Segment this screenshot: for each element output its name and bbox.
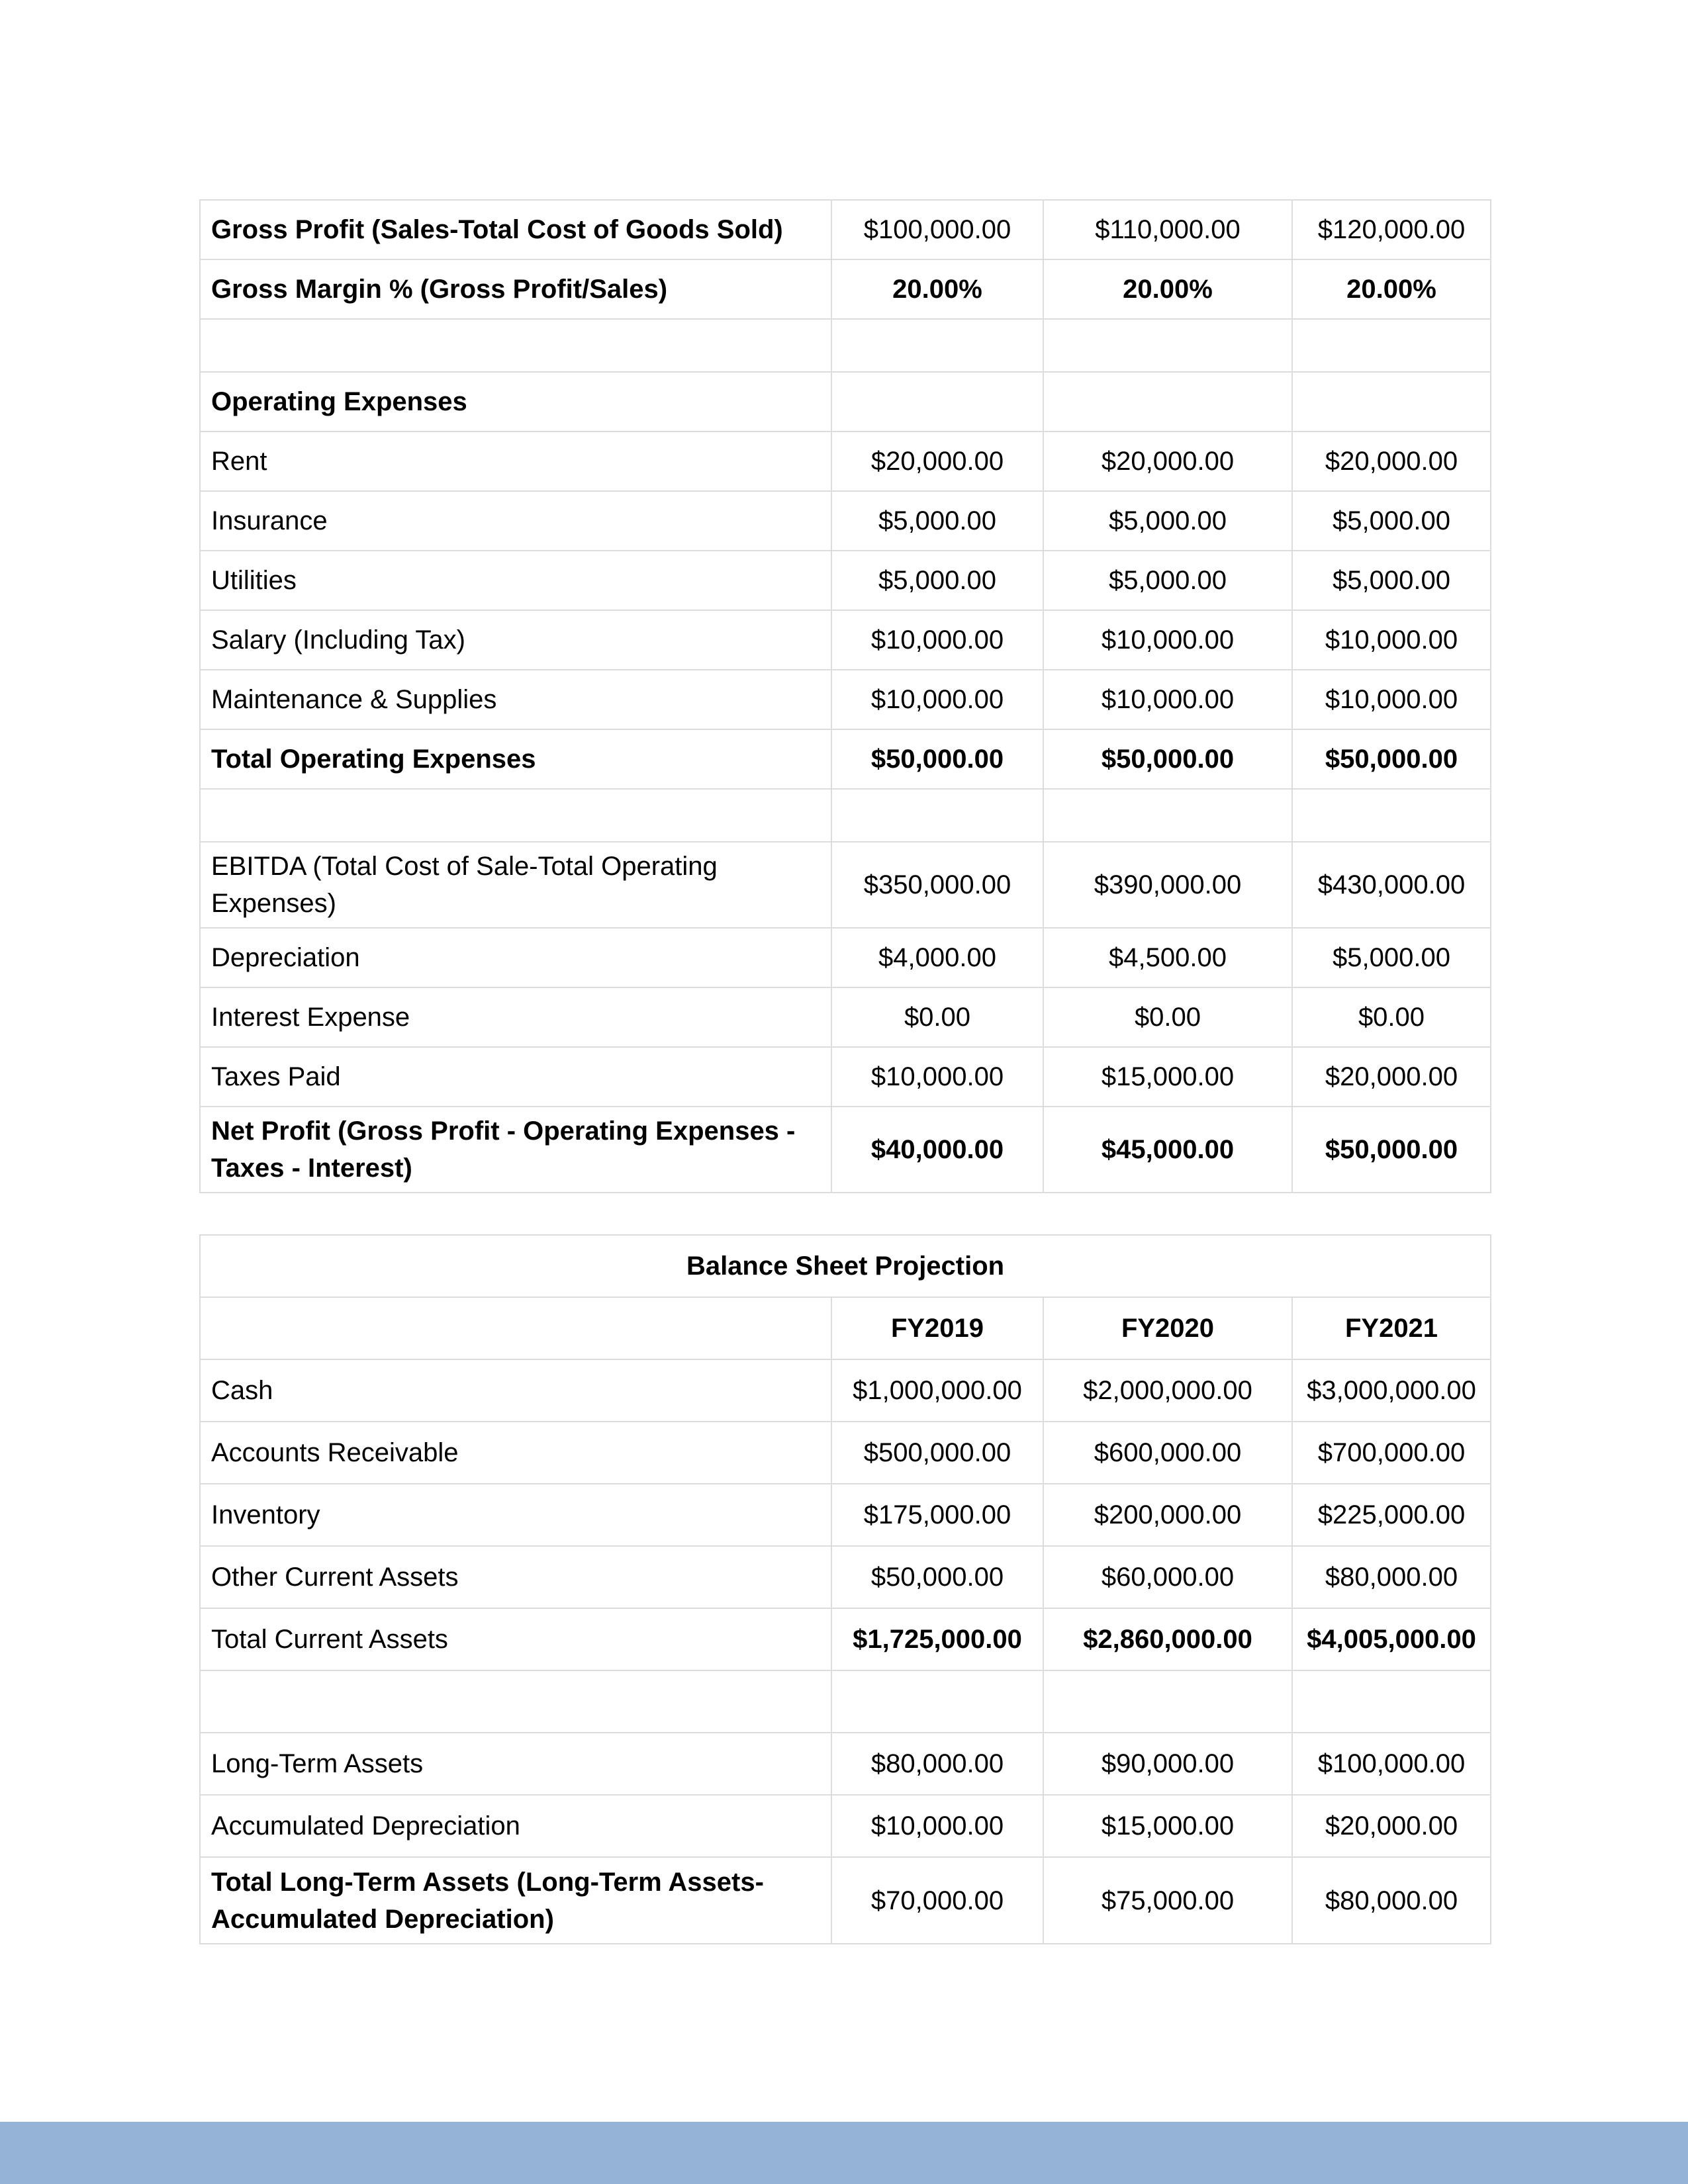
row-label	[200, 1670, 831, 1733]
cell-fy2019: $70,000.00	[831, 1857, 1043, 1944]
cell-fy2021: $50,000.00	[1292, 729, 1491, 789]
row-label: Accounts Receivable	[200, 1422, 831, 1484]
footer-color-band	[0, 2122, 1688, 2184]
cell-fy2020: $2,000,000.00	[1043, 1359, 1292, 1422]
row-label: Total Current Assets	[200, 1608, 831, 1670]
table-row-other-current-assets	[200, 1546, 1491, 1608]
cell-fy2021: $0.00	[1292, 987, 1491, 1047]
table-row-total-operating-expenses	[200, 729, 1491, 789]
cell-fy2020: $110,000.00	[1043, 200, 1292, 259]
cell-fy2020: $10,000.00	[1043, 610, 1292, 670]
column-header-fy2019: FY2019	[831, 1297, 1043, 1359]
cell-fy2020: $390,000.00	[1043, 842, 1292, 928]
cell-fy2021	[1292, 789, 1491, 842]
cell-fy2019: $40,000.00	[831, 1107, 1043, 1193]
cell-fy2020: $600,000.00	[1043, 1422, 1292, 1484]
cell-fy2019: $175,000.00	[831, 1484, 1043, 1546]
table-row-utilities	[200, 551, 1491, 610]
cell-fy2019: $5,000.00	[831, 551, 1043, 610]
row-label: Maintenance & Supplies	[200, 670, 831, 729]
cell-fy2019: $80,000.00	[831, 1733, 1043, 1795]
row-label: EBITDA (Total Cost of Sale-Total Operating Expenses)	[200, 842, 831, 928]
cell-fy2019	[831, 372, 1043, 432]
cell-fy2021: 20.00%	[1292, 259, 1491, 319]
cell-fy2021: $10,000.00	[1292, 610, 1491, 670]
cell-fy2021: $5,000.00	[1292, 928, 1491, 987]
cell-fy2021	[1292, 372, 1491, 432]
cell-fy2021: $20,000.00	[1292, 432, 1491, 491]
cell-fy2019: $20,000.00	[831, 432, 1043, 491]
table-row-taxes-paid	[200, 1047, 1491, 1107]
row-label: Long-Term Assets	[200, 1733, 831, 1795]
cell-fy2021: $50,000.00	[1292, 1107, 1491, 1193]
row-label: Inventory	[200, 1484, 831, 1546]
row-label: Cash	[200, 1359, 831, 1422]
cell-fy2019: $50,000.00	[831, 729, 1043, 789]
cell-fy2020: $75,000.00	[1043, 1857, 1292, 1944]
table-header-row	[200, 1297, 1491, 1359]
column-header-fy2020: FY2020	[1043, 1297, 1292, 1359]
cell-fy2019: $50,000.00	[831, 1546, 1043, 1608]
balance-sheet-title: Balance Sheet Projection	[200, 1235, 1491, 1297]
table-row-spacer	[200, 789, 1491, 842]
cell-fy2019: $10,000.00	[831, 610, 1043, 670]
row-label: Accumulated Depreciation	[200, 1795, 831, 1857]
table-row-gross-profit	[200, 200, 1491, 259]
income-statement-table	[199, 199, 1491, 1193]
table-row-salary	[200, 610, 1491, 670]
cell-fy2021: $5,000.00	[1292, 551, 1491, 610]
cell-fy2020: $50,000.00	[1043, 729, 1292, 789]
cell-fy2019	[831, 789, 1043, 842]
cell-fy2020: $10,000.00	[1043, 670, 1292, 729]
cell-fy2021: $10,000.00	[1292, 670, 1491, 729]
cell-fy2020	[1043, 372, 1292, 432]
row-label: Interest Expense	[200, 987, 831, 1047]
cell-fy2020: 20.00%	[1043, 259, 1292, 319]
row-label: Total Operating Expenses	[200, 729, 831, 789]
row-label: Insurance	[200, 491, 831, 551]
table-row-total-current-assets	[200, 1608, 1491, 1670]
cell-fy2020: $90,000.00	[1043, 1733, 1292, 1795]
cell-fy2019: $1,000,000.00	[831, 1359, 1043, 1422]
cell-fy2021: $5,000.00	[1292, 491, 1491, 551]
column-header-fy2021: FY2021	[1292, 1297, 1491, 1359]
cell-fy2021: $80,000.00	[1292, 1546, 1491, 1608]
cell-fy2019: $350,000.00	[831, 842, 1043, 928]
cell-fy2019: $0.00	[831, 987, 1043, 1047]
table-row-accumulated-depreciation	[200, 1795, 1491, 1857]
cell-fy2020: $2,860,000.00	[1043, 1608, 1292, 1670]
cell-fy2020	[1043, 789, 1292, 842]
cell-fy2019: $10,000.00	[831, 670, 1043, 729]
cell-fy2020: $5,000.00	[1043, 491, 1292, 551]
table-row-gross-margin	[200, 259, 1491, 319]
table-row-interest-expense	[200, 987, 1491, 1047]
cell-fy2020: $15,000.00	[1043, 1047, 1292, 1107]
cell-fy2019: $4,000.00	[831, 928, 1043, 987]
table-row-rent	[200, 432, 1491, 491]
cell-fy2021: $100,000.00	[1292, 1733, 1491, 1795]
cell-fy2021: $20,000.00	[1292, 1795, 1491, 1857]
cell-fy2019: $500,000.00	[831, 1422, 1043, 1484]
cell-fy2019: $1,725,000.00	[831, 1608, 1043, 1670]
table-row-inventory	[200, 1484, 1491, 1546]
cell-fy2019: $100,000.00	[831, 200, 1043, 259]
cell-fy2020	[1043, 1670, 1292, 1733]
table-row-insurance	[200, 491, 1491, 551]
section-heading: Operating Expenses	[200, 372, 831, 432]
table-row-operating-expenses-header	[200, 372, 1491, 432]
row-label: Net Profit (Gross Profit - Operating Expenses - Taxes - Interest)	[200, 1107, 831, 1193]
cell-fy2021: $430,000.00	[1292, 842, 1491, 928]
cell-fy2021	[1292, 1670, 1491, 1733]
table-row-long-term-assets	[200, 1733, 1491, 1795]
row-label: Rent	[200, 432, 831, 491]
table-row-depreciation	[200, 928, 1491, 987]
cell-fy2019: $5,000.00	[831, 491, 1043, 551]
cell-fy2020: $0.00	[1043, 987, 1292, 1047]
cell-fy2019: $10,000.00	[831, 1047, 1043, 1107]
cell-fy2020: $45,000.00	[1043, 1107, 1292, 1193]
table-row-total-long-term-assets	[200, 1857, 1491, 1944]
row-label: Gross Profit (Sales-Total Cost of Goods Sold)	[200, 200, 831, 259]
cell-fy2019	[831, 1670, 1043, 1733]
row-label: Depreciation	[200, 928, 831, 987]
row-label: Salary (Including Tax)	[200, 610, 831, 670]
balance-sheet-table	[199, 1234, 1491, 1944]
cell-fy2020: $200,000.00	[1043, 1484, 1292, 1546]
table-row-cash	[200, 1359, 1491, 1422]
cell-fy2020: $4,500.00	[1043, 928, 1292, 987]
row-label: Taxes Paid	[200, 1047, 831, 1107]
cell-fy2019	[831, 319, 1043, 372]
cell-fy2020: $15,000.00	[1043, 1795, 1292, 1857]
cell-fy2020: $5,000.00	[1043, 551, 1292, 610]
cell-fy2019: $10,000.00	[831, 1795, 1043, 1857]
table-title-row	[200, 1235, 1491, 1297]
cell-fy2021: $80,000.00	[1292, 1857, 1491, 1944]
row-label: Other Current Assets	[200, 1546, 831, 1608]
cell-fy2021: $3,000,000.00	[1292, 1359, 1491, 1422]
table-row-spacer	[200, 1670, 1491, 1733]
cell-fy2021: $225,000.00	[1292, 1484, 1491, 1546]
row-label: Gross Margin % (Gross Profit/Sales)	[200, 259, 831, 319]
table-row-maintenance	[200, 670, 1491, 729]
cell-fy2019: 20.00%	[831, 259, 1043, 319]
cell-fy2021: $20,000.00	[1292, 1047, 1491, 1107]
cell-fy2020	[1043, 319, 1292, 372]
row-label: Utilities	[200, 551, 831, 610]
table-row-spacer	[200, 319, 1491, 372]
table-row-accounts-receivable	[200, 1422, 1491, 1484]
cell-fy2020: $20,000.00	[1043, 432, 1292, 491]
cell-fy2021: $120,000.00	[1292, 200, 1491, 259]
table-row-ebitda	[200, 842, 1491, 928]
row-label: Total Long-Term Assets (Long-Term Assets-Accumulated Depreciation)	[200, 1857, 831, 1944]
cell-fy2020: $60,000.00	[1043, 1546, 1292, 1608]
header-empty-cell	[200, 1297, 831, 1359]
cell-fy2021: $700,000.00	[1292, 1422, 1491, 1484]
cell-fy2021	[1292, 319, 1491, 372]
row-label	[200, 789, 831, 842]
row-label	[200, 319, 831, 372]
cell-fy2021: $4,005,000.00	[1292, 1608, 1491, 1670]
table-row-net-profit	[200, 1107, 1491, 1193]
